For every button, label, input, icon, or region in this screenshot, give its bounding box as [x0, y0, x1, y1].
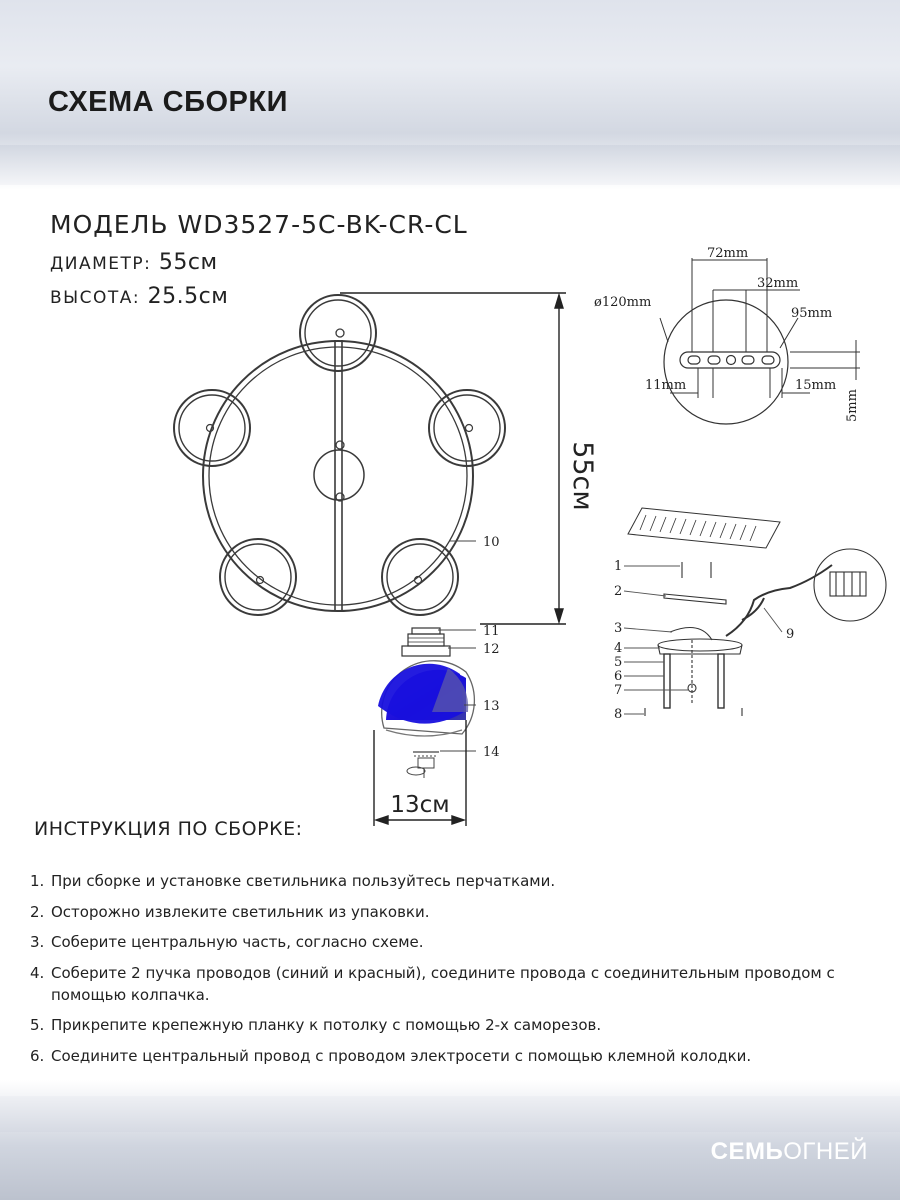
- mounting-bar: [680, 352, 780, 368]
- install-callout-3: 3: [614, 621, 623, 636]
- threaded-rod-left: [664, 654, 670, 708]
- callout-11: 11: [483, 624, 500, 639]
- install-callout-4: 4: [614, 641, 623, 656]
- fixture-top-view: [174, 295, 505, 615]
- slot-left: [688, 356, 700, 364]
- light-ring-right-inner: [434, 395, 500, 461]
- step-number: 5.: [30, 1016, 45, 1034]
- dim-32mm: 32mm: [757, 276, 799, 291]
- light-ring-top: [300, 295, 376, 371]
- dim-120mm: ø120mm: [594, 295, 652, 310]
- brand-bold: СЕМЬ: [710, 1138, 784, 1165]
- step-text: Прикрепите крепежную планку к потолку с помощью 2-х саморезов.: [51, 1016, 602, 1034]
- dim-arrow-bottom: [555, 609, 563, 622]
- install-callout-8: 8: [614, 707, 623, 722]
- light-ring-right: [429, 390, 505, 466]
- page-title: СХЕМА СБОРКИ: [48, 86, 288, 118]
- light-ring-top-inner: [305, 300, 371, 366]
- main-ring-inner: [209, 347, 467, 605]
- instruction-step: [30, 1045, 890, 1067]
- install-callout-7: 7: [614, 683, 623, 698]
- instruction-step: [30, 931, 890, 953]
- callout-12: 12: [483, 642, 500, 657]
- wire-loop: [670, 628, 712, 641]
- diameter-label: ДИАМЕТР:: [50, 254, 152, 274]
- height-label: ВЫСОТА:: [50, 288, 141, 308]
- height-value: 25.5см: [140, 284, 229, 309]
- terminal-block-detail: [814, 549, 886, 621]
- finial-rotate-arrow: [407, 767, 425, 775]
- dim-arrow-top: [555, 295, 563, 308]
- install-callout-2: 2: [614, 584, 623, 599]
- threaded-rod-right: [718, 654, 724, 708]
- step-text: Соберите 2 пучка проводов (синий и красный), соедините провода с соединительным проводом с помощью колпачка.: [51, 963, 835, 1004]
- step-text: Осторожно извлеките светильник из упаковки.: [51, 902, 430, 921]
- model-name: МОДЕЛЬ WD3527-5C-BK-CR-CL: [50, 210, 468, 239]
- shade-width-label: 13см: [390, 792, 450, 818]
- holder-ring: [402, 646, 450, 656]
- dim-95mm: 95mm: [791, 306, 833, 321]
- callout-14: 14: [483, 745, 500, 760]
- slot-mid-left: [708, 356, 720, 364]
- step-number: 1.: [30, 872, 45, 890]
- dim-72mm: 72mm: [707, 246, 749, 261]
- brand-logo: [711, 1138, 868, 1166]
- slot-right: [762, 356, 774, 364]
- shade-side-view: [378, 628, 474, 778]
- step-text: Соедините центральный провод с проводом электросети с помощью клемной колодки.: [51, 1046, 752, 1065]
- dim-11mm: 11mm: [645, 378, 687, 393]
- step-number: 3.: [30, 933, 45, 951]
- step-number: 4.: [30, 963, 45, 982]
- canopy-top: [658, 639, 742, 651]
- footer-stripe: [0, 1096, 900, 1132]
- slot-mid-right: [742, 356, 754, 364]
- ring-screw-right: [466, 425, 473, 432]
- step-text: Соберите центральную часть, согласно схеме.: [51, 933, 424, 951]
- terminal-block: [830, 572, 866, 596]
- nipple-top: [412, 628, 440, 634]
- supply-cable: [726, 565, 832, 636]
- finial-nut: [418, 758, 434, 768]
- diameter-dimension-label: 55см: [567, 441, 598, 511]
- callout-13: 13: [483, 699, 500, 714]
- bar-screw-top: [336, 329, 344, 337]
- plate-outline: [664, 300, 788, 424]
- center-hole: [727, 356, 736, 365]
- lampholder: [408, 634, 444, 646]
- main-ring: [203, 341, 473, 611]
- instruction-list: [30, 870, 890, 1075]
- brand-light: ОГНЕЙ: [783, 1138, 868, 1165]
- step-text: При сборке и установке светильника пользуйтесь перчатками.: [51, 872, 556, 890]
- install-callout-lines: [624, 566, 782, 714]
- step-number: 6.: [30, 1046, 45, 1065]
- install-callout-5: 5: [614, 655, 623, 670]
- dim-15mm: 15mm: [795, 378, 837, 393]
- diameter-value: 55см: [151, 250, 218, 275]
- install-callout-9: 9: [786, 627, 795, 642]
- callout-10: 10: [483, 535, 500, 550]
- mounting-bracket: [664, 594, 726, 604]
- instruction-step: [30, 962, 890, 1006]
- install-callout-1: 1: [614, 559, 623, 574]
- dim-5mm: 5mm: [845, 389, 860, 422]
- instructions-title: ИНСТРУКЦИЯ ПО СБОРКЕ:: [34, 818, 303, 840]
- instruction-step: [30, 870, 890, 892]
- instruction-step: [30, 1014, 890, 1036]
- installation-diagram: [628, 508, 886, 716]
- instruction-step: [30, 901, 890, 923]
- install-callout-6: 6: [614, 669, 623, 684]
- step-number: 2.: [30, 902, 45, 921]
